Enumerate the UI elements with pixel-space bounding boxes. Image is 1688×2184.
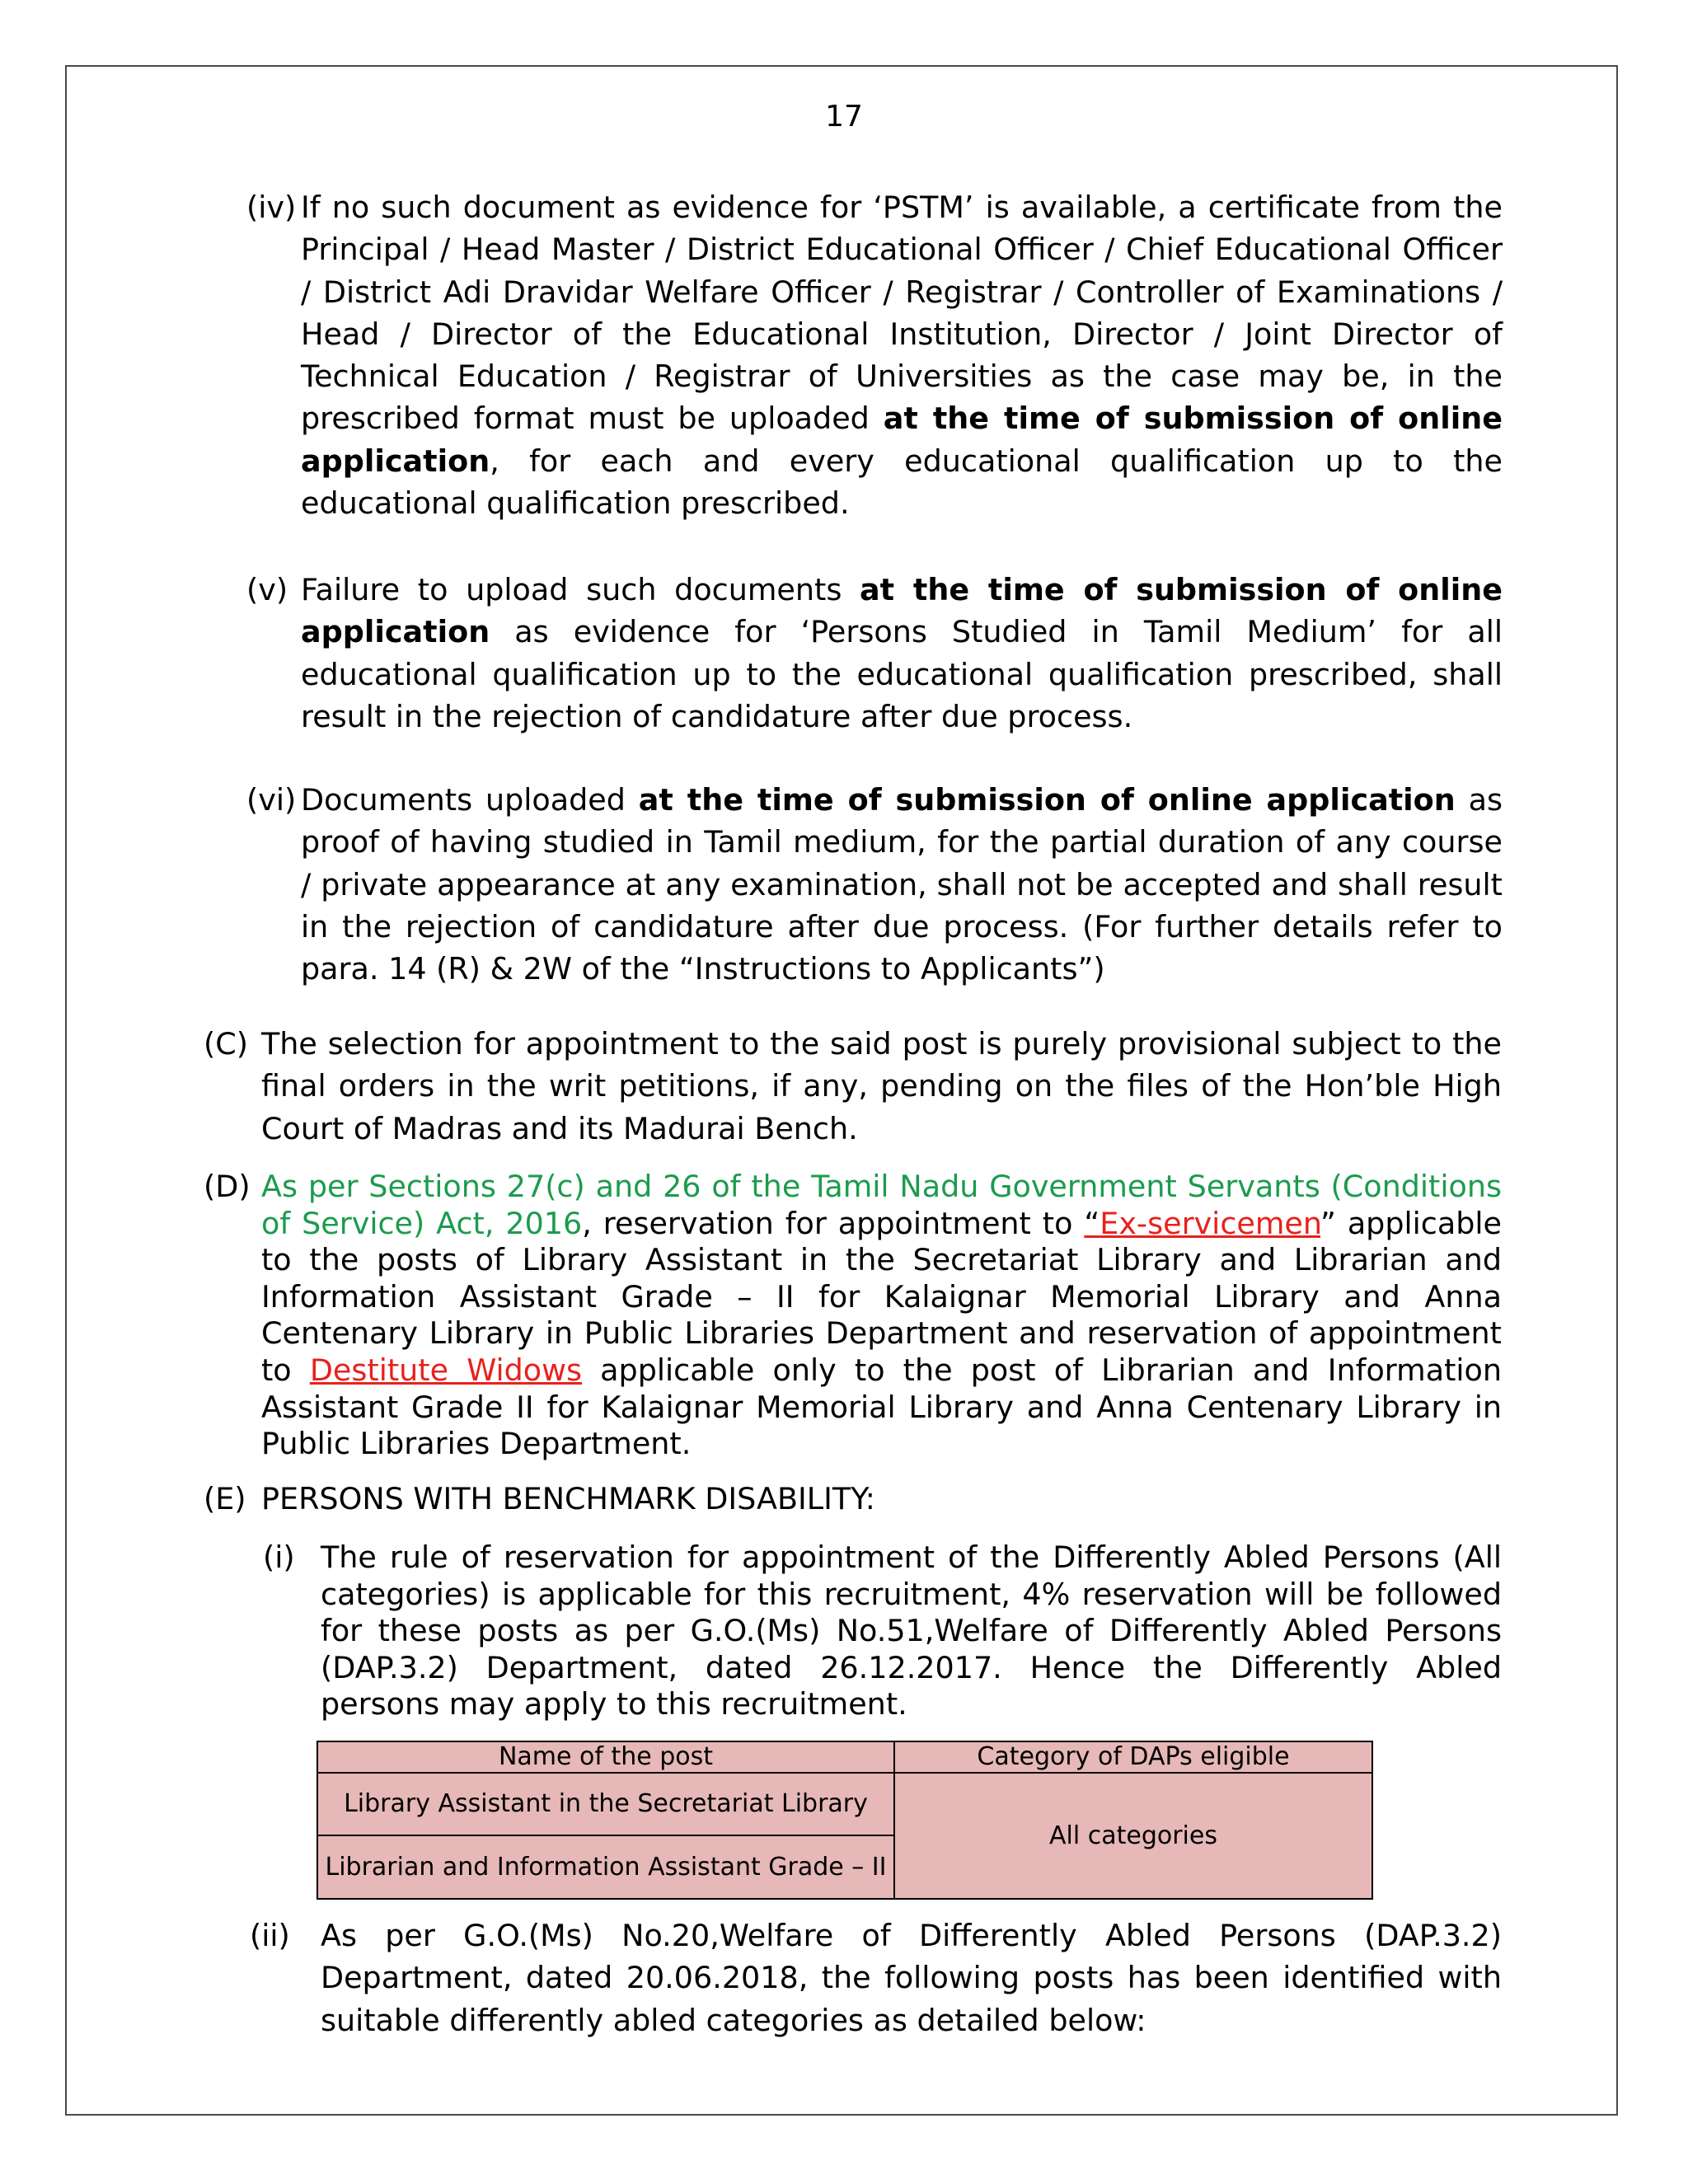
item-iv-text-2: , for each and every educational qualification up to the educational qualification prescribed. <box>301 443 1503 522</box>
item-v-text-1: Failure to upload such documents <box>301 572 860 607</box>
quote-open: “ <box>1084 1205 1100 1241</box>
ex-servicemen-link[interactable]: Ex-servicemen <box>1100 1205 1320 1241</box>
item-iv-text-1: If no such document as evidence for ‘PSTM’ is available, a certificate from the Principal / Head Master / District Educational Officer / Chief Educational Officer / District Adi Dravidar Welfare Officer / Registrar / Controller of Examinations / Head / Director of the Educational Institution, Director / Joint Director of Technical Education / Registrar of Universities as the case may be, in the prescribed format must be uploaded <box>301 190 1503 437</box>
item-e-i-text: The rule of reservation for appointment of the Differently Abled Persons (All categories) is applicable for this recruitment, 4% reservation will be followed for these posts as per G.O.(Ms) No.51,Welfare of Differently Abled Persons (DAP.3.2) Department, dated 26.12.2017. Hence the Differently Abled persons may apply to this recruitment. <box>321 1540 1502 1722</box>
item-iv-label: (iv) <box>246 190 297 225</box>
dap-table <box>316 1741 1373 1900</box>
item-vi-text-2: as proof of having studied in Tamil medium, for the partial duration of any course / private appearance at any examination, shall not be accepted and shall result in the rejection of candidature after due process. (For further details refer to para. 14 (R) & 2W of the “Instructions to Applicants”) <box>301 782 1503 987</box>
item-d <box>204 1169 1503 1463</box>
item-e-i <box>263 1540 1502 1723</box>
item-c <box>204 1023 1502 1150</box>
item-e-i-label: (i) <box>263 1540 295 1575</box>
item-v-label: (v) <box>246 572 288 607</box>
table-row: Librarian and Information Assistant Grade – II <box>317 1835 894 1899</box>
item-v-text-2: as evidence for ‘Persons Studied in Tamil Medium’ for all educational qualification up to the educational qualification prescribed, shall result in the rejection of candidature after due process. <box>301 614 1503 734</box>
item-c-label: (C) <box>204 1026 248 1062</box>
item-v-bold: at the time of submission of online application <box>301 572 1503 650</box>
item-e <box>204 1481 1502 1518</box>
item-d-text-3: applicable only to the post of Librarian and Information Assistant Grade II for Kalaignar Memorial Library and Anna Centenary Library in Public Libraries Department. <box>261 1352 1502 1462</box>
section-heading: PERSONS WITH BENCHMARK DISABILITY: <box>261 1481 875 1516</box>
item-e-ii <box>250 1915 1502 2041</box>
table-cell-category: All categories <box>894 1773 1372 1899</box>
item-d-text-1: , reservation for appointment to <box>582 1205 1085 1241</box>
item-d-label: (D) <box>204 1169 251 1204</box>
item-iv <box>246 186 1503 524</box>
item-e-ii-label: (ii) <box>250 1918 290 1953</box>
table-row: Library Assistant in the Secretariat Library <box>317 1773 894 1835</box>
item-e-ii-text: As per G.O.(Ms) No.20,Welfare of Differently Abled Persons (DAP.3.2) Department, dated 20.06.2018, the following posts has been identified with suitable differently abled categories as detailed below: <box>321 1918 1502 2038</box>
destitute-widows-link[interactable]: Destitute Widows <box>309 1352 583 1388</box>
table-header-category: Category of DAPs eligible <box>894 1741 1372 1773</box>
item-d-text-2: ” applicable to the posts of Library Assistant in the Secretariat Library and Librarian and Information Assistant Grade – II for Kalaignar Memorial Library and Anna Centenary Library in Public Libraries Department and reservation of appointment to <box>261 1205 1503 1388</box>
item-vi-bold: at the time of submission of online application <box>638 782 1456 818</box>
act-reference: As per Sections 27(c) and 26 of the Tamil Nadu Government Servants (Conditions of Service) Act, 2016 <box>261 1169 1502 1241</box>
item-vi-label: (vi) <box>246 782 297 818</box>
item-iv-bold: at the time of submission of online application <box>301 401 1503 479</box>
item-vi-text-1: Documents uploaded <box>301 782 639 818</box>
item-v <box>246 569 1503 738</box>
page-number: 17 <box>825 100 863 134</box>
item-e-label: (E) <box>204 1481 246 1516</box>
item-c-text: The selection for appointment to the said post is purely provisional subject to the final orders in the writ petitions, if any, pending on the files of the Hon’ble High Court of Madras and its Madurai Bench. <box>261 1026 1502 1146</box>
item-vi <box>246 779 1503 990</box>
table-header-post: Name of the post <box>317 1741 894 1773</box>
